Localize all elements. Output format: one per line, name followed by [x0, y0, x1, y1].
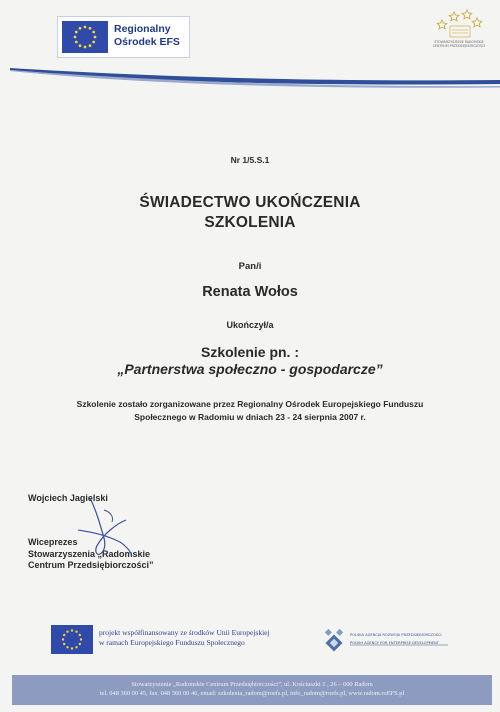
training-name: „Partnerstwa społeczno - gospodarcze”: [117, 361, 383, 377]
salutation: Pan/i: [238, 261, 262, 272]
certificate-number: Nr 1/5.S.1: [230, 155, 270, 165]
title-line1: ŚWIADECTWO UKOŃCZENIA: [139, 194, 361, 211]
handwritten-signature: [60, 490, 150, 560]
regional-efs-logo: [57, 16, 190, 58]
footer-address-band: [12, 675, 492, 705]
project-line1: projekt współfinansowany ze środków Unii Europejskiej: [99, 628, 270, 637]
eu-flag-footer-icon: [51, 625, 93, 654]
efs-logo-line1: Regionalny: [114, 23, 171, 35]
training-label: Szkolenie pn. :: [200, 344, 299, 360]
stars-caption-line1: STOWARZYSZENIE RADOMSKIE: [434, 40, 484, 44]
project-cofinancing-text: [99, 628, 319, 648]
training-description: [0, 398, 500, 424]
footer-address: [12, 681, 492, 698]
role-line3: Centrum Przedsiębiorczości”: [28, 560, 154, 570]
stars-caption-line2: CENTRUM PRZEDSIĘBIORCZOŚCI: [432, 44, 486, 48]
header-swoosh: [0, 60, 500, 90]
title-line2: SZKOLENIA: [204, 214, 296, 231]
recipient-name: Renata Wołos: [202, 284, 298, 300]
parp-line1: POLSKA AGENCJA ROZWOJU PRZEDSIĘBIORCZOŚCI: [350, 633, 442, 637]
eu-flag-icon: [62, 21, 108, 53]
certificate-title: [0, 193, 500, 233]
signatory-name: Wojciech Jagielski: [28, 493, 108, 503]
description-line1: Szkolenie zostało zorganizowane przez Regionalny Ośrodek Europejskiego Funduszu: [76, 399, 424, 409]
rcp-stars-logo: [432, 6, 486, 56]
parp-line2: POLISH AGENCY FOR ENTERPRISE DEVELOPMENT: [350, 641, 439, 645]
description-line2: Społecznego w Radomiu w dniach 23 - 24 sierpnia 2007 r.: [134, 412, 366, 422]
address-line2: tel. 048 360 00 45, fax. 048 360 00 46, email: szkolenia_radom@roefs.pl, info_radom@roefs.pl, www.radom.roEFS.pl: [99, 689, 405, 697]
role-line2: Stowarzyszenia „Radomskie: [28, 548, 151, 559]
parp-logo-text: [350, 633, 450, 646]
address-line1: Stowarzyszenie „Radomskie Centrum Przedsiębiorczości”, ul. Kościuszki 1 , 26 – 600 Radom: [131, 681, 373, 688]
efs-logo-text: [114, 23, 189, 49]
role-line1: Wiceprezes: [28, 537, 78, 547]
completed-label: Ukończył/a: [226, 320, 274, 330]
efs-logo-line2: Ośrodek EFS: [114, 36, 180, 48]
project-line2: w ramach Europejskiego Funduszu Społecznego: [99, 638, 245, 647]
stars-logo-caption: [432, 40, 486, 48]
